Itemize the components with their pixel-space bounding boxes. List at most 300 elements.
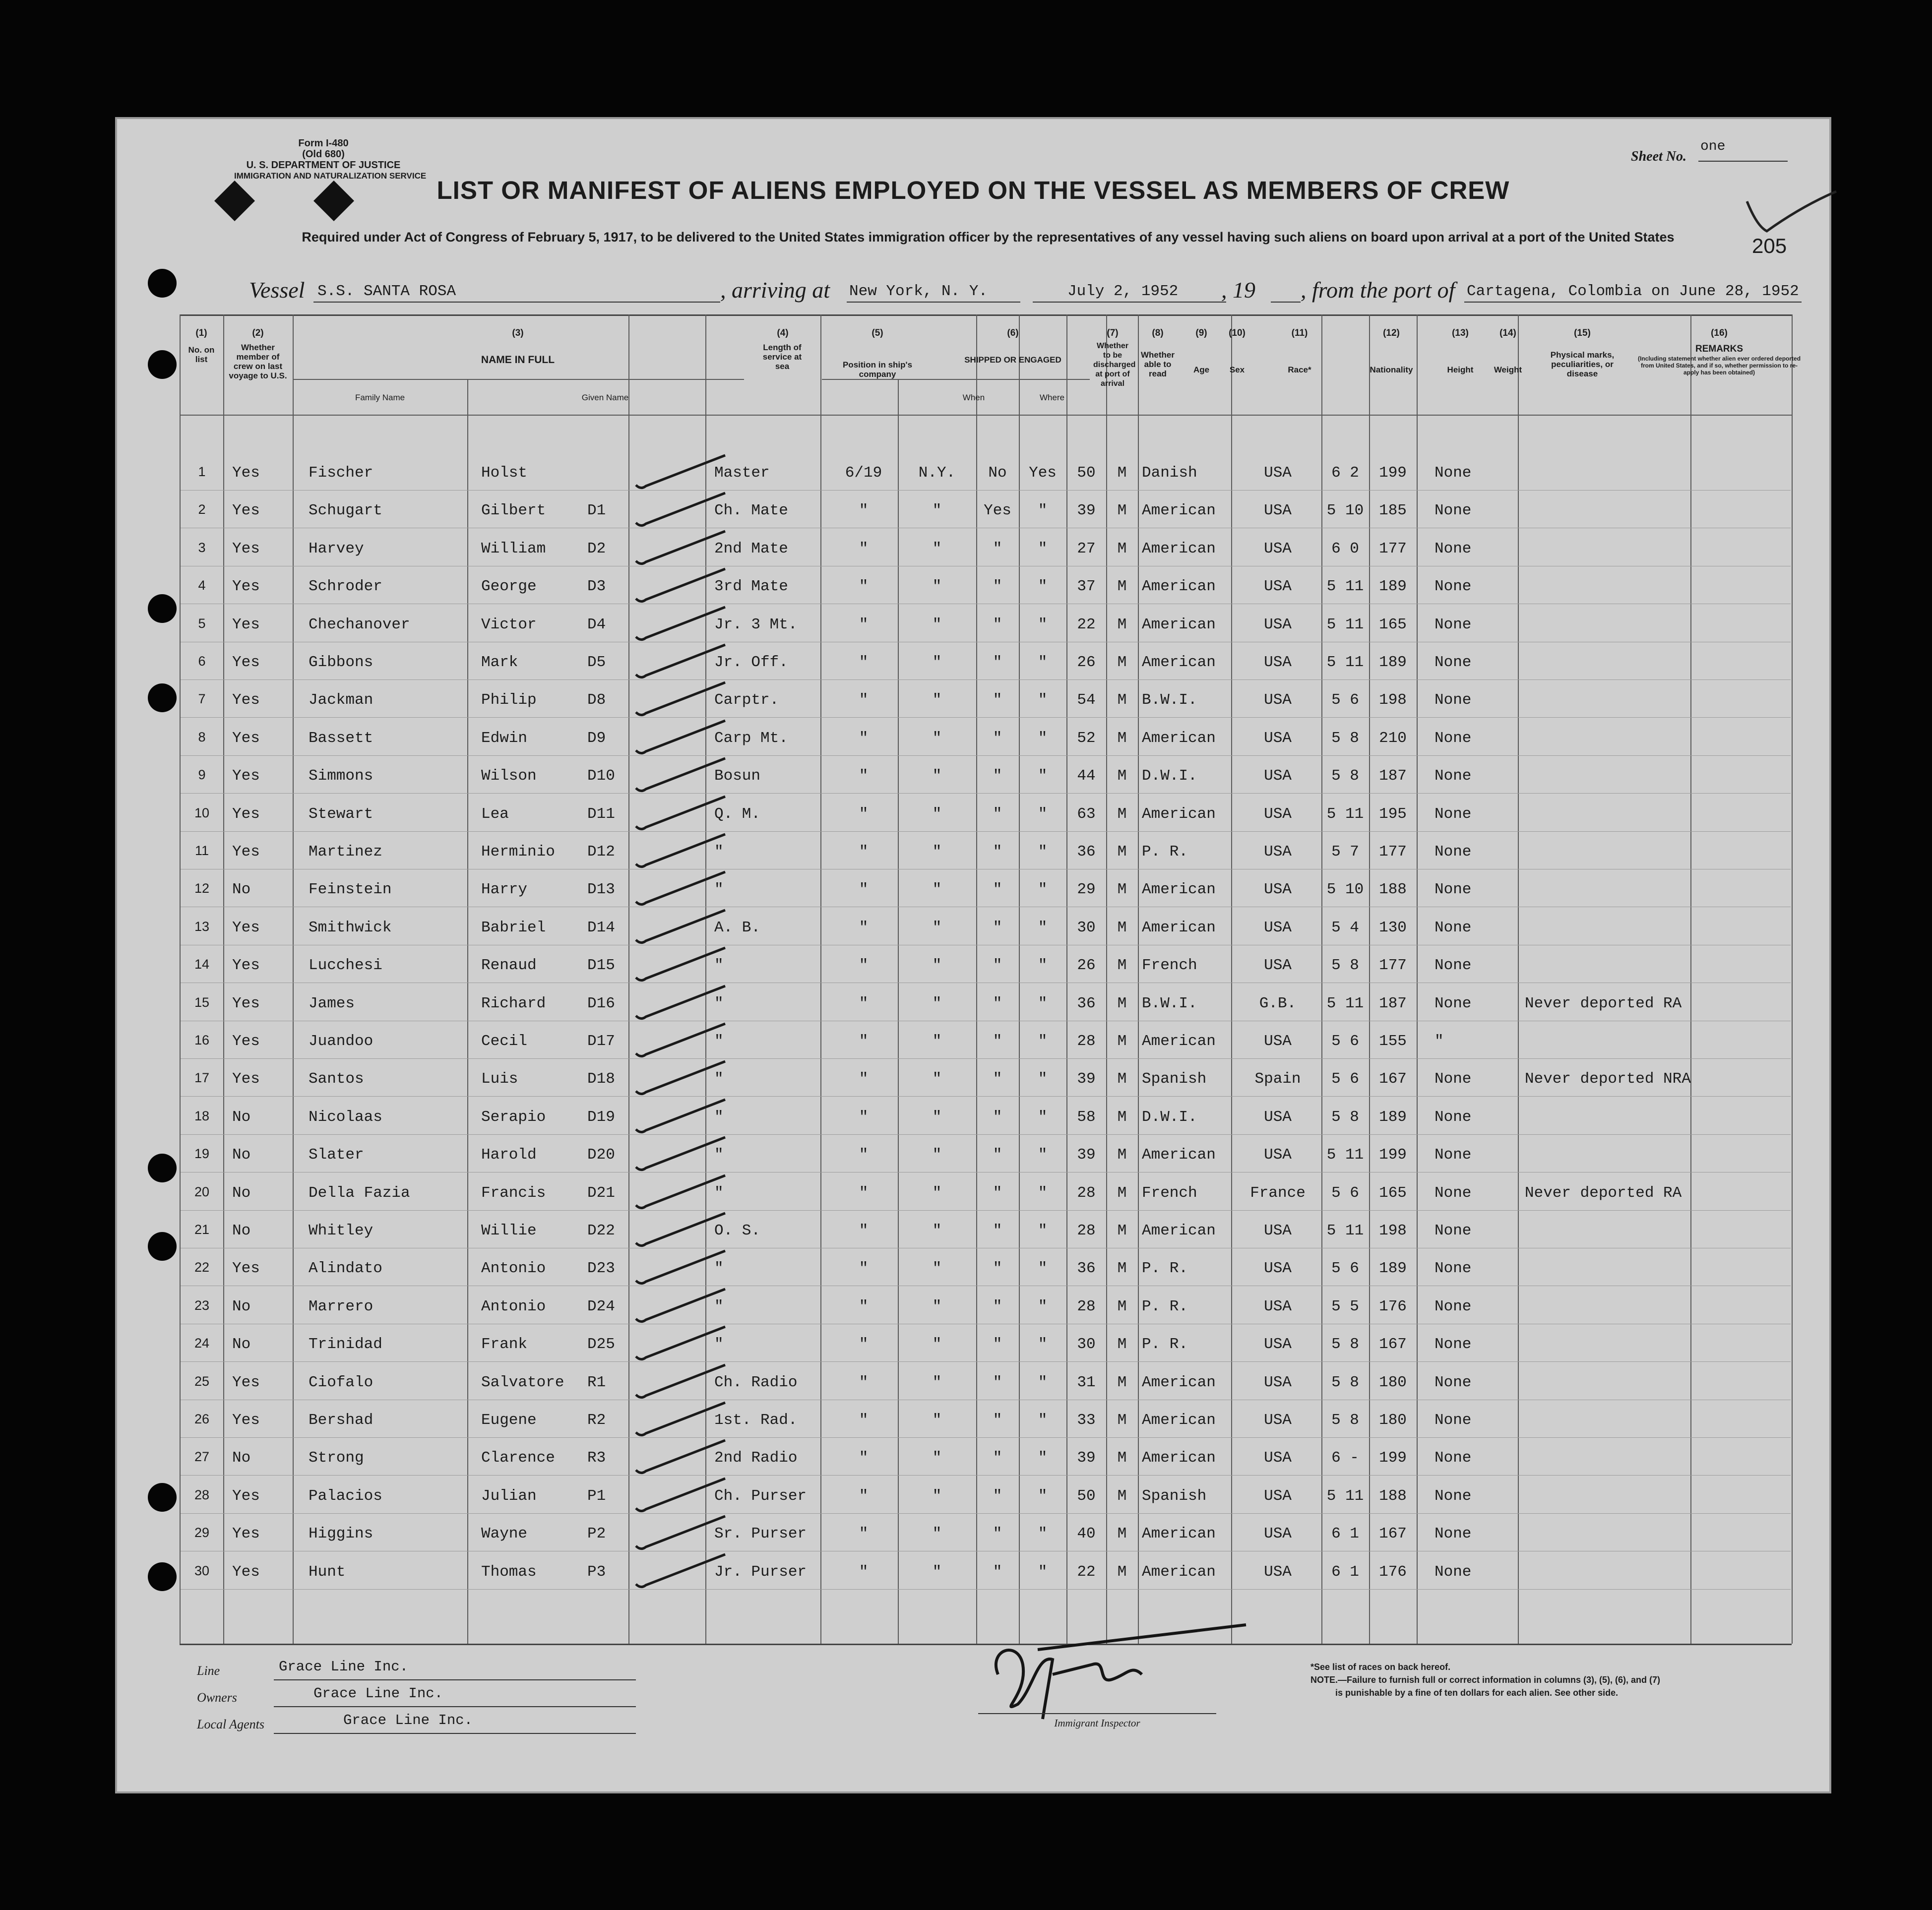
able-to-read-cell: " — [1038, 1146, 1048, 1164]
able-to-read-cell: " — [1038, 1563, 1048, 1581]
family-name-cell: Slater — [309, 1146, 364, 1164]
nationality-cell: USA — [1264, 1260, 1292, 1278]
header-bottom-border — [180, 415, 1792, 416]
crew-code-cell: D19 — [587, 1108, 615, 1126]
grid-line — [1138, 314, 1139, 1644]
sex-cell: M — [1117, 843, 1127, 861]
family-name-cell: Lucchesi — [309, 957, 382, 975]
last-voyage-cell: Yes — [232, 729, 260, 747]
family-name-cell: Palacios — [309, 1487, 382, 1505]
given-name-cell: Clarence — [481, 1449, 555, 1467]
age-cell: 22 — [1077, 616, 1096, 633]
shipped-where-cell: " — [932, 919, 942, 936]
physical-marks-cell: " — [1434, 1033, 1444, 1050]
shipped-when-cell: " — [859, 843, 869, 861]
given-name-cell: Edwin — [481, 729, 528, 747]
shipped-when-cell: " — [859, 502, 869, 520]
physical-marks-cell: None — [1434, 1487, 1472, 1505]
discharged-cell: " — [993, 729, 1002, 747]
able-to-read-cell: " — [1038, 616, 1048, 633]
sheet-number-value: one — [1700, 139, 1726, 154]
last-voyage-cell: Yes — [232, 464, 260, 482]
crew-code-cell: D11 — [587, 805, 615, 823]
column-number: (14) — [1499, 328, 1516, 338]
given-name-cell: William — [481, 540, 546, 557]
column-header-when: When — [962, 393, 985, 402]
last-voyage-cell: Yes — [232, 1373, 260, 1391]
age-cell: 28 — [1077, 1297, 1096, 1315]
discharged-cell: " — [993, 1297, 1002, 1315]
race-cell: French — [1142, 957, 1197, 975]
able-to-read-cell: " — [1038, 1297, 1048, 1315]
footer-note-races: *See list of races on back hereof. — [1310, 1662, 1451, 1672]
physical-marks-cell: None — [1434, 1373, 1472, 1391]
sex-cell: M — [1117, 1373, 1127, 1391]
crew-code-cell: D4 — [587, 616, 606, 633]
sex-cell: M — [1117, 1108, 1127, 1126]
weight-cell: 195 — [1379, 805, 1407, 823]
able-to-read-cell: " — [1038, 578, 1048, 596]
physical-marks-cell: None — [1434, 1222, 1472, 1239]
last-voyage-cell: Yes — [232, 654, 260, 671]
sex-cell: M — [1117, 1070, 1127, 1088]
nationality-cell: USA — [1264, 1222, 1292, 1239]
race-cell: American — [1142, 881, 1216, 899]
service-check-mark — [631, 1549, 730, 1594]
crew-code-cell: D9 — [587, 729, 606, 747]
shipped-when-cell: 6/19 — [845, 464, 882, 482]
row-number: 2 — [198, 502, 206, 517]
height-cell: 5 6 — [1331, 1033, 1359, 1050]
column-header-weight: Weight — [1494, 365, 1522, 374]
last-voyage-cell: No — [232, 881, 251, 899]
sex-cell: M — [1117, 1260, 1127, 1278]
race-cell: B.W.I. — [1142, 691, 1197, 709]
race-cell: B.W.I. — [1142, 994, 1197, 1012]
family-name-cell: Stewart — [309, 805, 374, 823]
row-rule — [181, 1058, 1791, 1059]
row-number: 4 — [198, 578, 206, 593]
column-header-remarks-note: (Including statement whether alien ever ordered deported from United States, and if so, whether permission to re-apply has been obtained) — [1637, 355, 1801, 376]
discharged-cell: Yes — [984, 502, 1011, 520]
physical-marks-cell: None — [1434, 502, 1472, 520]
shipped-where-cell: " — [932, 957, 942, 975]
punch-hole — [148, 1232, 177, 1261]
age-cell: 28 — [1077, 1033, 1096, 1050]
punch-hole — [148, 269, 177, 298]
age-cell: 26 — [1077, 957, 1096, 975]
discharged-cell: " — [993, 881, 1002, 899]
discharged-cell: " — [993, 616, 1002, 633]
given-name-cell: Mark — [481, 654, 518, 671]
height-cell: 5 8 — [1331, 1108, 1359, 1126]
weight-cell: 188 — [1379, 881, 1407, 899]
sex-cell: M — [1117, 1297, 1127, 1315]
row-rule — [181, 1437, 1791, 1438]
position-cell: " — [714, 881, 724, 899]
grid-line — [1231, 314, 1232, 1644]
race-cell: American — [1142, 616, 1216, 633]
height-cell: 5 6 — [1331, 1070, 1359, 1088]
position-cell: 1st. Rad. — [714, 1412, 798, 1429]
position-cell: A. B. — [714, 919, 761, 936]
weight-cell: 165 — [1379, 1184, 1407, 1202]
grid-line — [628, 314, 629, 1644]
physical-marks-cell: None — [1434, 654, 1472, 671]
shipped-where-cell: " — [932, 1184, 942, 1202]
family-name-cell: Alindato — [309, 1260, 382, 1278]
discharged-cell: " — [993, 919, 1002, 936]
discharged-cell: " — [993, 1222, 1002, 1239]
able-to-read-cell: " — [1038, 502, 1048, 520]
row-number: 19 — [194, 1146, 210, 1162]
nationality-cell: USA — [1264, 464, 1292, 482]
position-cell: Bosun — [714, 767, 761, 785]
discharged-cell: " — [993, 805, 1002, 823]
shipped-header-divider — [822, 379, 1090, 380]
sex-cell: M — [1117, 540, 1127, 557]
age-cell: 22 — [1077, 1563, 1096, 1581]
race-cell: D.W.I. — [1142, 767, 1197, 785]
nationality-cell: USA — [1264, 767, 1292, 785]
able-to-read-cell: " — [1038, 1108, 1048, 1126]
shipped-where-cell: " — [932, 1033, 942, 1050]
race-cell: Danish — [1142, 464, 1197, 482]
column-header-remarks: REMARKS — [1695, 344, 1744, 354]
manifest-subtitle: Required under Act of Congress of February 5, 1917, to be delivered to the United States immigration officer by the representatives of any vessel having such aliens on board upon arrival at a port of the United States — [302, 230, 1675, 245]
sex-cell: M — [1117, 1222, 1127, 1239]
height-cell: 5 11 — [1326, 994, 1364, 1012]
nationality-cell: USA — [1264, 654, 1292, 671]
nationality-cell: USA — [1264, 1108, 1292, 1126]
nationality-cell: USA — [1264, 502, 1292, 520]
sex-cell: M — [1117, 464, 1127, 482]
shipped-when-cell: " — [859, 578, 869, 596]
shipped-when-cell: " — [859, 919, 869, 936]
position-cell: Ch. Mate — [714, 502, 788, 520]
nationality-cell: USA — [1264, 1336, 1292, 1354]
given-name-cell: Luis — [481, 1070, 518, 1088]
crew-code-cell: D3 — [587, 578, 606, 596]
discharged-cell: " — [993, 1336, 1002, 1354]
grid-line — [1518, 314, 1519, 1644]
shipped-when-cell: " — [859, 616, 869, 633]
race-cell: P. R. — [1142, 1297, 1188, 1315]
shipped-where-cell: " — [932, 1525, 942, 1543]
local-agents-label: Local Agents — [197, 1717, 265, 1731]
race-cell: American — [1142, 1146, 1216, 1164]
row-rule — [181, 1475, 1791, 1476]
family-name-cell: Schugart — [309, 502, 382, 520]
able-to-read-cell: " — [1038, 1260, 1048, 1278]
last-voyage-cell: No — [232, 1184, 251, 1202]
form-number: Form I-480 — [298, 138, 349, 149]
shipped-when-cell: " — [859, 1184, 869, 1202]
race-cell: Spanish — [1142, 1487, 1207, 1505]
discharged-cell: " — [993, 578, 1002, 596]
column-number: (2) — [252, 328, 264, 338]
age-cell: 29 — [1077, 881, 1096, 899]
column-header-position: Position in ship's company — [842, 360, 913, 379]
crew-code-cell: D15 — [587, 957, 615, 975]
physical-marks-cell: None — [1434, 957, 1472, 975]
remarks-cell: Never deported NRA — [1525, 1070, 1691, 1088]
able-to-read-cell: " — [1038, 1412, 1048, 1429]
shipped-when-cell: " — [859, 1449, 869, 1467]
crew-code-cell: D12 — [587, 843, 615, 861]
column-number: (7) — [1107, 328, 1119, 338]
weight-cell: 187 — [1379, 994, 1407, 1012]
row-number: 10 — [194, 805, 210, 820]
discharged-cell: " — [993, 1563, 1002, 1581]
position-cell: " — [714, 1108, 724, 1126]
punch-hole — [148, 683, 177, 712]
able-to-read-cell: " — [1038, 691, 1048, 709]
sex-cell: M — [1117, 1525, 1127, 1543]
column-number: (11) — [1291, 328, 1308, 338]
given-name-cell: Antonio — [481, 1297, 546, 1315]
vessel-label: Vessel — [249, 277, 305, 303]
sheet-number-line — [1698, 161, 1788, 162]
from-port-fill-line — [1464, 302, 1802, 303]
arriving-port: New York, N. Y. — [849, 283, 988, 300]
shipped-where-cell: N.Y. — [918, 464, 956, 482]
position-cell: " — [714, 1260, 724, 1278]
crew-code-cell: D21 — [587, 1184, 615, 1202]
shipped-where-cell: " — [932, 502, 942, 520]
race-cell: American — [1142, 805, 1216, 823]
physical-marks-cell: None — [1434, 1412, 1472, 1429]
crew-code-cell: P2 — [587, 1525, 606, 1543]
crew-code-cell: D18 — [587, 1070, 615, 1088]
able-to-read-cell: " — [1038, 1525, 1048, 1543]
able-to-read-cell: " — [1038, 805, 1048, 823]
position-cell: " — [714, 1336, 724, 1354]
from-port: Cartagena, Colombia on June 28, 1952 — [1467, 283, 1799, 300]
family-name-cell: Strong — [309, 1449, 364, 1467]
shipped-when-cell: " — [859, 994, 869, 1012]
race-cell: American — [1142, 1412, 1216, 1429]
shipped-where-cell: " — [932, 1108, 942, 1126]
sex-cell: M — [1117, 1184, 1127, 1202]
table-top-border — [180, 314, 1792, 316]
shipped-where-cell: " — [932, 881, 942, 899]
weight-cell: 176 — [1379, 1297, 1407, 1315]
weight-cell: 198 — [1379, 1222, 1407, 1239]
crew-code-cell: D8 — [587, 691, 606, 709]
column-number: (10) — [1229, 328, 1246, 338]
grid-line — [180, 314, 181, 1644]
able-to-read-cell: " — [1038, 729, 1048, 747]
race-cell: P. R. — [1142, 843, 1188, 861]
position-cell: " — [714, 994, 724, 1012]
shipped-where-cell: " — [932, 1487, 942, 1505]
family-name-cell: Chechanover — [309, 616, 410, 633]
position-cell: Q. M. — [714, 805, 761, 823]
nationality-cell: USA — [1264, 1525, 1292, 1543]
family-name-cell: Bassett — [309, 729, 374, 747]
physical-marks-cell: None — [1434, 1297, 1472, 1315]
nationality-cell: France — [1250, 1184, 1306, 1202]
weight-cell: 180 — [1379, 1373, 1407, 1391]
sex-cell: M — [1117, 1449, 1127, 1467]
nationality-cell: USA — [1264, 957, 1292, 975]
given-name-cell: Thomas — [481, 1563, 537, 1581]
height-cell: 5 11 — [1326, 805, 1364, 823]
physical-marks-cell: None — [1434, 843, 1472, 861]
age-cell: 39 — [1077, 502, 1096, 520]
position-cell: Carptr. — [714, 691, 779, 709]
last-voyage-cell: Yes — [232, 502, 260, 520]
family-name-cell: Juandoo — [309, 1033, 374, 1050]
able-to-read-cell: " — [1038, 1336, 1048, 1354]
given-name-cell: Willie — [481, 1222, 537, 1239]
shipped-where-cell: " — [932, 1336, 942, 1354]
nationality-cell: USA — [1264, 919, 1292, 936]
crew-code-cell: D20 — [587, 1146, 615, 1164]
nationality-cell: USA — [1264, 1487, 1292, 1505]
row-number: 28 — [194, 1487, 210, 1502]
given-name-cell: Gilbert — [481, 502, 546, 520]
nationality-cell: Spain — [1254, 1070, 1301, 1088]
physical-marks-cell: None — [1434, 578, 1472, 596]
grid-line — [1417, 314, 1418, 1644]
column-header-given-name: Given Name — [581, 393, 629, 402]
discharged-cell: " — [993, 1260, 1002, 1278]
last-voyage-cell: No — [232, 1222, 251, 1239]
physical-marks-cell: None — [1434, 919, 1472, 936]
sex-cell: M — [1117, 1412, 1127, 1429]
sex-cell: M — [1117, 881, 1127, 899]
last-voyage-cell: Yes — [232, 1412, 260, 1429]
given-name-cell: Richard — [481, 994, 546, 1012]
row-number: 21 — [194, 1222, 210, 1237]
position-cell: " — [714, 1070, 724, 1088]
physical-marks-cell: None — [1434, 1260, 1472, 1278]
race-cell: American — [1142, 1525, 1216, 1543]
row-rule — [181, 1589, 1791, 1590]
age-cell: 30 — [1077, 919, 1096, 936]
age-cell: 63 — [1077, 805, 1096, 823]
discharged-cell: " — [993, 1184, 1002, 1202]
sex-cell: M — [1117, 1563, 1127, 1581]
nationality-cell: USA — [1264, 881, 1292, 899]
family-name-cell: Martinez — [309, 843, 382, 861]
year-label: , 19 — [1221, 277, 1255, 303]
crew-code-cell: D23 — [587, 1260, 615, 1278]
check-mark-icon — [1742, 186, 1841, 236]
family-name-cell: Whitley — [309, 1222, 374, 1239]
age-cell: 52 — [1077, 729, 1096, 747]
height-cell: 5 8 — [1331, 957, 1359, 975]
discharged-cell: " — [993, 1373, 1002, 1391]
arriving-label: , arriving at — [720, 277, 830, 303]
nationality-cell: USA — [1264, 1146, 1292, 1164]
position-cell: Sr. Purser — [714, 1525, 807, 1543]
nationality-cell: USA — [1264, 1373, 1292, 1391]
family-name-cell: Feinstein — [309, 881, 392, 899]
shipped-when-cell: " — [859, 1336, 869, 1354]
shipped-when-cell: " — [859, 1525, 869, 1543]
nationality-cell: USA — [1264, 843, 1292, 861]
able-to-read-cell: " — [1038, 994, 1048, 1012]
position-cell: Carp Mt. — [714, 729, 788, 747]
row-number: 23 — [194, 1297, 210, 1313]
discharged-cell: " — [993, 1070, 1002, 1088]
given-name-cell: George — [481, 578, 537, 596]
punch-hole — [148, 1483, 177, 1512]
physical-marks-cell: None — [1434, 1525, 1472, 1543]
row-number: 29 — [194, 1525, 210, 1540]
race-cell: American — [1142, 654, 1216, 671]
physical-marks-cell: None — [1434, 1336, 1472, 1354]
physical-marks-cell: None — [1434, 1146, 1472, 1164]
position-cell: Jr. Purser — [714, 1563, 807, 1581]
grid-line — [293, 314, 294, 1644]
discharged-cell: " — [993, 1525, 1002, 1543]
last-voyage-cell: No — [232, 1108, 251, 1126]
able-to-read-cell: " — [1038, 540, 1048, 557]
physical-marks-cell: None — [1434, 881, 1472, 899]
family-name-cell: Higgins — [309, 1525, 374, 1543]
height-cell: 6 1 — [1331, 1525, 1359, 1543]
height-cell: 5 11 — [1326, 654, 1364, 671]
given-name-cell: Herminio — [481, 843, 555, 861]
column-number: (5) — [872, 328, 883, 338]
shipped-where-cell: " — [932, 540, 942, 557]
position-cell: " — [714, 1184, 724, 1202]
last-voyage-cell: Yes — [232, 540, 260, 557]
column-header-where: Where — [1039, 393, 1065, 402]
race-cell: French — [1142, 1184, 1197, 1202]
age-cell: 40 — [1077, 1525, 1096, 1543]
nationality-cell: USA — [1264, 578, 1292, 596]
shipped-when-cell: " — [859, 1108, 869, 1126]
weight-cell: 177 — [1379, 843, 1407, 861]
last-voyage-cell: Yes — [232, 994, 260, 1012]
discharged-cell: " — [993, 1412, 1002, 1429]
race-cell: American — [1142, 729, 1216, 747]
row-number: 1 — [198, 464, 206, 479]
shipped-where-cell: " — [932, 578, 942, 596]
column-header-last-voyage: Whether member of crew on last voyage to U.S. — [229, 343, 287, 380]
able-to-read-cell: " — [1038, 1487, 1048, 1505]
row-rule — [181, 1134, 1791, 1135]
physical-marks-cell: None — [1434, 1563, 1472, 1581]
shipped-where-cell: " — [932, 1297, 942, 1315]
family-name-cell: Della Fazia — [309, 1184, 410, 1202]
weight-cell: 189 — [1379, 654, 1407, 671]
punch-hole — [148, 350, 177, 379]
age-cell: 26 — [1077, 654, 1096, 671]
crew-code-cell: D10 — [587, 767, 615, 785]
nationality-cell: USA — [1264, 691, 1292, 709]
shipped-when-cell: " — [859, 957, 869, 975]
able-to-read-cell: " — [1038, 881, 1048, 899]
family-name-cell: Marrero — [309, 1297, 374, 1315]
crew-code-cell: R2 — [587, 1412, 606, 1429]
last-voyage-cell: Yes — [232, 919, 260, 936]
nationality-cell: USA — [1264, 616, 1292, 633]
race-cell: American — [1142, 919, 1216, 936]
column-number: (3) — [512, 328, 524, 338]
last-voyage-cell: Yes — [232, 1525, 260, 1543]
old-form-number: (Old 680) — [302, 149, 345, 160]
last-voyage-cell: No — [232, 1336, 251, 1354]
sex-cell: M — [1117, 1033, 1127, 1050]
able-to-read-cell: " — [1038, 654, 1048, 671]
row-rule — [181, 1361, 1791, 1362]
